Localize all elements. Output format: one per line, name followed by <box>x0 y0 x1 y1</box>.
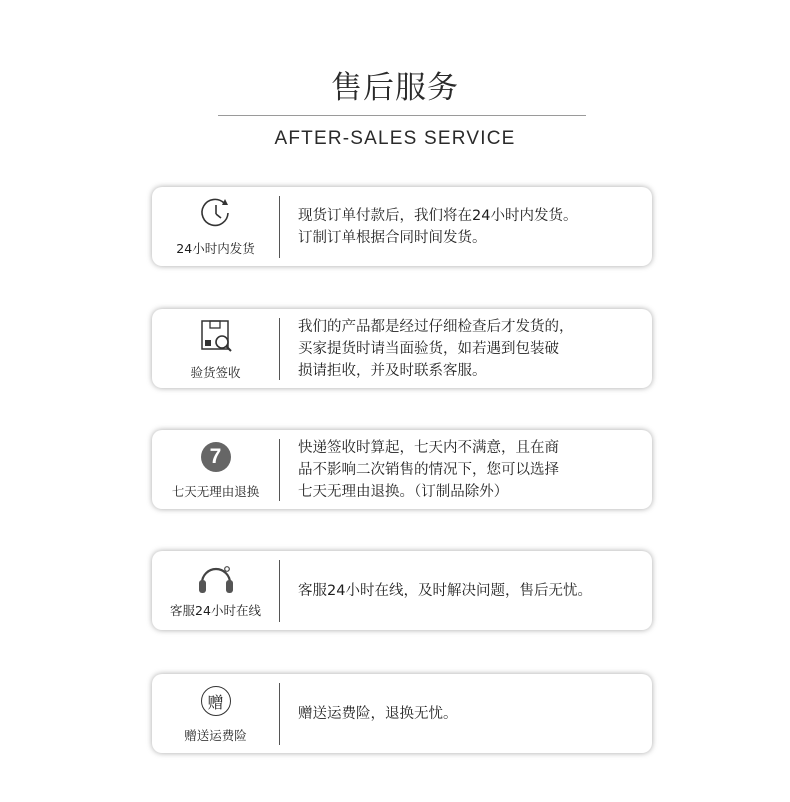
card-description: 快递签收时算起，七天内不满意，且在商 品不影响二次销售的情况下，您可以选择 七天无理由退换。（订制品除外） <box>298 439 559 500</box>
card-description: 客服24小时在线，及时解决问题，售后无忧。 <box>298 582 592 599</box>
page-title: 售后服务 <box>331 70 459 106</box>
card-icon-area <box>152 551 279 630</box>
headset-icon <box>152 563 279 597</box>
card-icon-area <box>152 430 279 509</box>
service-card-support <box>152 551 652 630</box>
card-label: 七天无理由退换 <box>171 484 260 499</box>
card-label: 客服24小时在线 <box>170 603 261 618</box>
card-icon-area <box>152 187 279 266</box>
service-card-insurance <box>152 674 652 753</box>
title-divider <box>218 115 586 116</box>
card-description: 赠送运费险，退换无忧。 <box>298 705 458 722</box>
package-inspect-icon <box>152 318 279 354</box>
card-icon-area <box>152 674 279 753</box>
service-card-return <box>152 430 652 509</box>
clock-arrow-icon <box>152 197 279 231</box>
card-label: 赠送运费险 <box>184 728 247 743</box>
card-icon-area <box>152 309 279 388</box>
page-subtitle: AFTER-SALES SERVICE <box>274 128 516 149</box>
card-label: 24小时内发货 <box>176 241 255 256</box>
card-description: 我们的产品都是经过仔细检查后才发货的， 买家提货时请当面验货，如若遇到包装破 损请拒收，并及时联系客服。 <box>298 318 574 379</box>
service-card-inspection <box>152 309 652 388</box>
card-description: 现货订单付款后，我们将在24小时内发货。 订制订单根据合同时间发货。 <box>298 207 578 246</box>
card-label: 验货签收 <box>190 365 241 380</box>
seven-badge-icon: 7 <box>201 442 231 472</box>
gift-badge-icon: 赠 <box>201 686 231 716</box>
service-card-shipping <box>152 187 652 266</box>
